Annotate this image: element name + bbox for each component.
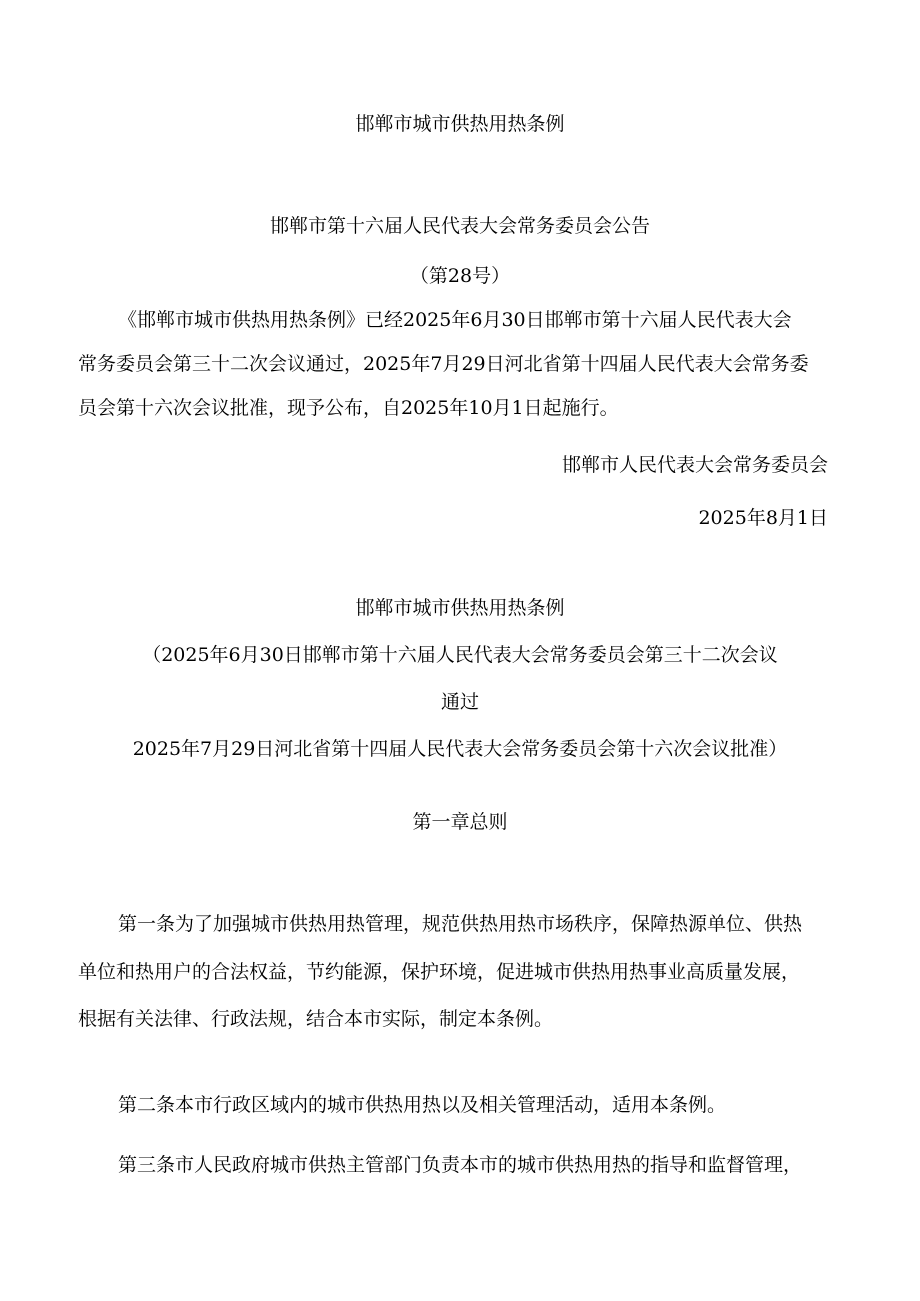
regulation-title: 邯郸市城市供热用热条例 bbox=[355, 597, 565, 619]
signature-date: 2025年8月1日 bbox=[698, 507, 828, 529]
announcement-title: 邯郸市第十六届人民代表大会常务委员会公告 bbox=[269, 215, 650, 237]
article-1-line-3: 根据有关法律、行政法规，结合本市实际，制定本条例。 bbox=[78, 1008, 554, 1030]
chapter-1-title: 第一章总则 bbox=[412, 811, 508, 833]
article-2: 第二条本市行政区域内的城市供热用热以及相关管理活动，适用本条例。 bbox=[118, 1094, 727, 1116]
adoption-note-line-2: 通过 bbox=[440, 691, 479, 713]
adoption-note-line-3: 2025年7月29日河北省第十四届人民代表大会常务委员会第十六次会议批准） bbox=[132, 738, 788, 760]
announcement-number: （第28号） bbox=[409, 265, 511, 287]
announcement-body-line-3: 员会第十六次会议批准，现予公布，自2025年10月1日起施行。 bbox=[78, 397, 619, 419]
article-1-line-2: 单位和热用户的合法权益，节约能源，保护环境，促进城市供热用热事业高质量发展， bbox=[78, 961, 801, 983]
adoption-note-line-1: （2025年6月30日邯郸市第十六届人民代表大会常务委员会第三十二次会议 bbox=[142, 644, 778, 666]
article-3-line-1: 第三条市人民政府城市供热主管部门负责本市的城市供热用热的指导和监督管理， bbox=[118, 1154, 803, 1176]
document-title: 邯郸市城市供热用热条例 bbox=[355, 113, 565, 135]
announcement-body-line-1: 《邯郸市城市供热用热条例》已经2025年6月30日邯郸市第十六届人民代表大会 bbox=[118, 309, 792, 331]
article-1-line-1: 第一条为了加强城市供热用热管理，规范供热用热市场秩序，保障热源单位、供热 bbox=[118, 913, 803, 935]
signature: 邯郸市人民代表大会常务委员会 bbox=[561, 454, 828, 476]
announcement-body-line-2: 常务委员会第三十二次会议通过，2025年7月29日河北省第十四届人民代表大会常务委 bbox=[78, 353, 809, 375]
